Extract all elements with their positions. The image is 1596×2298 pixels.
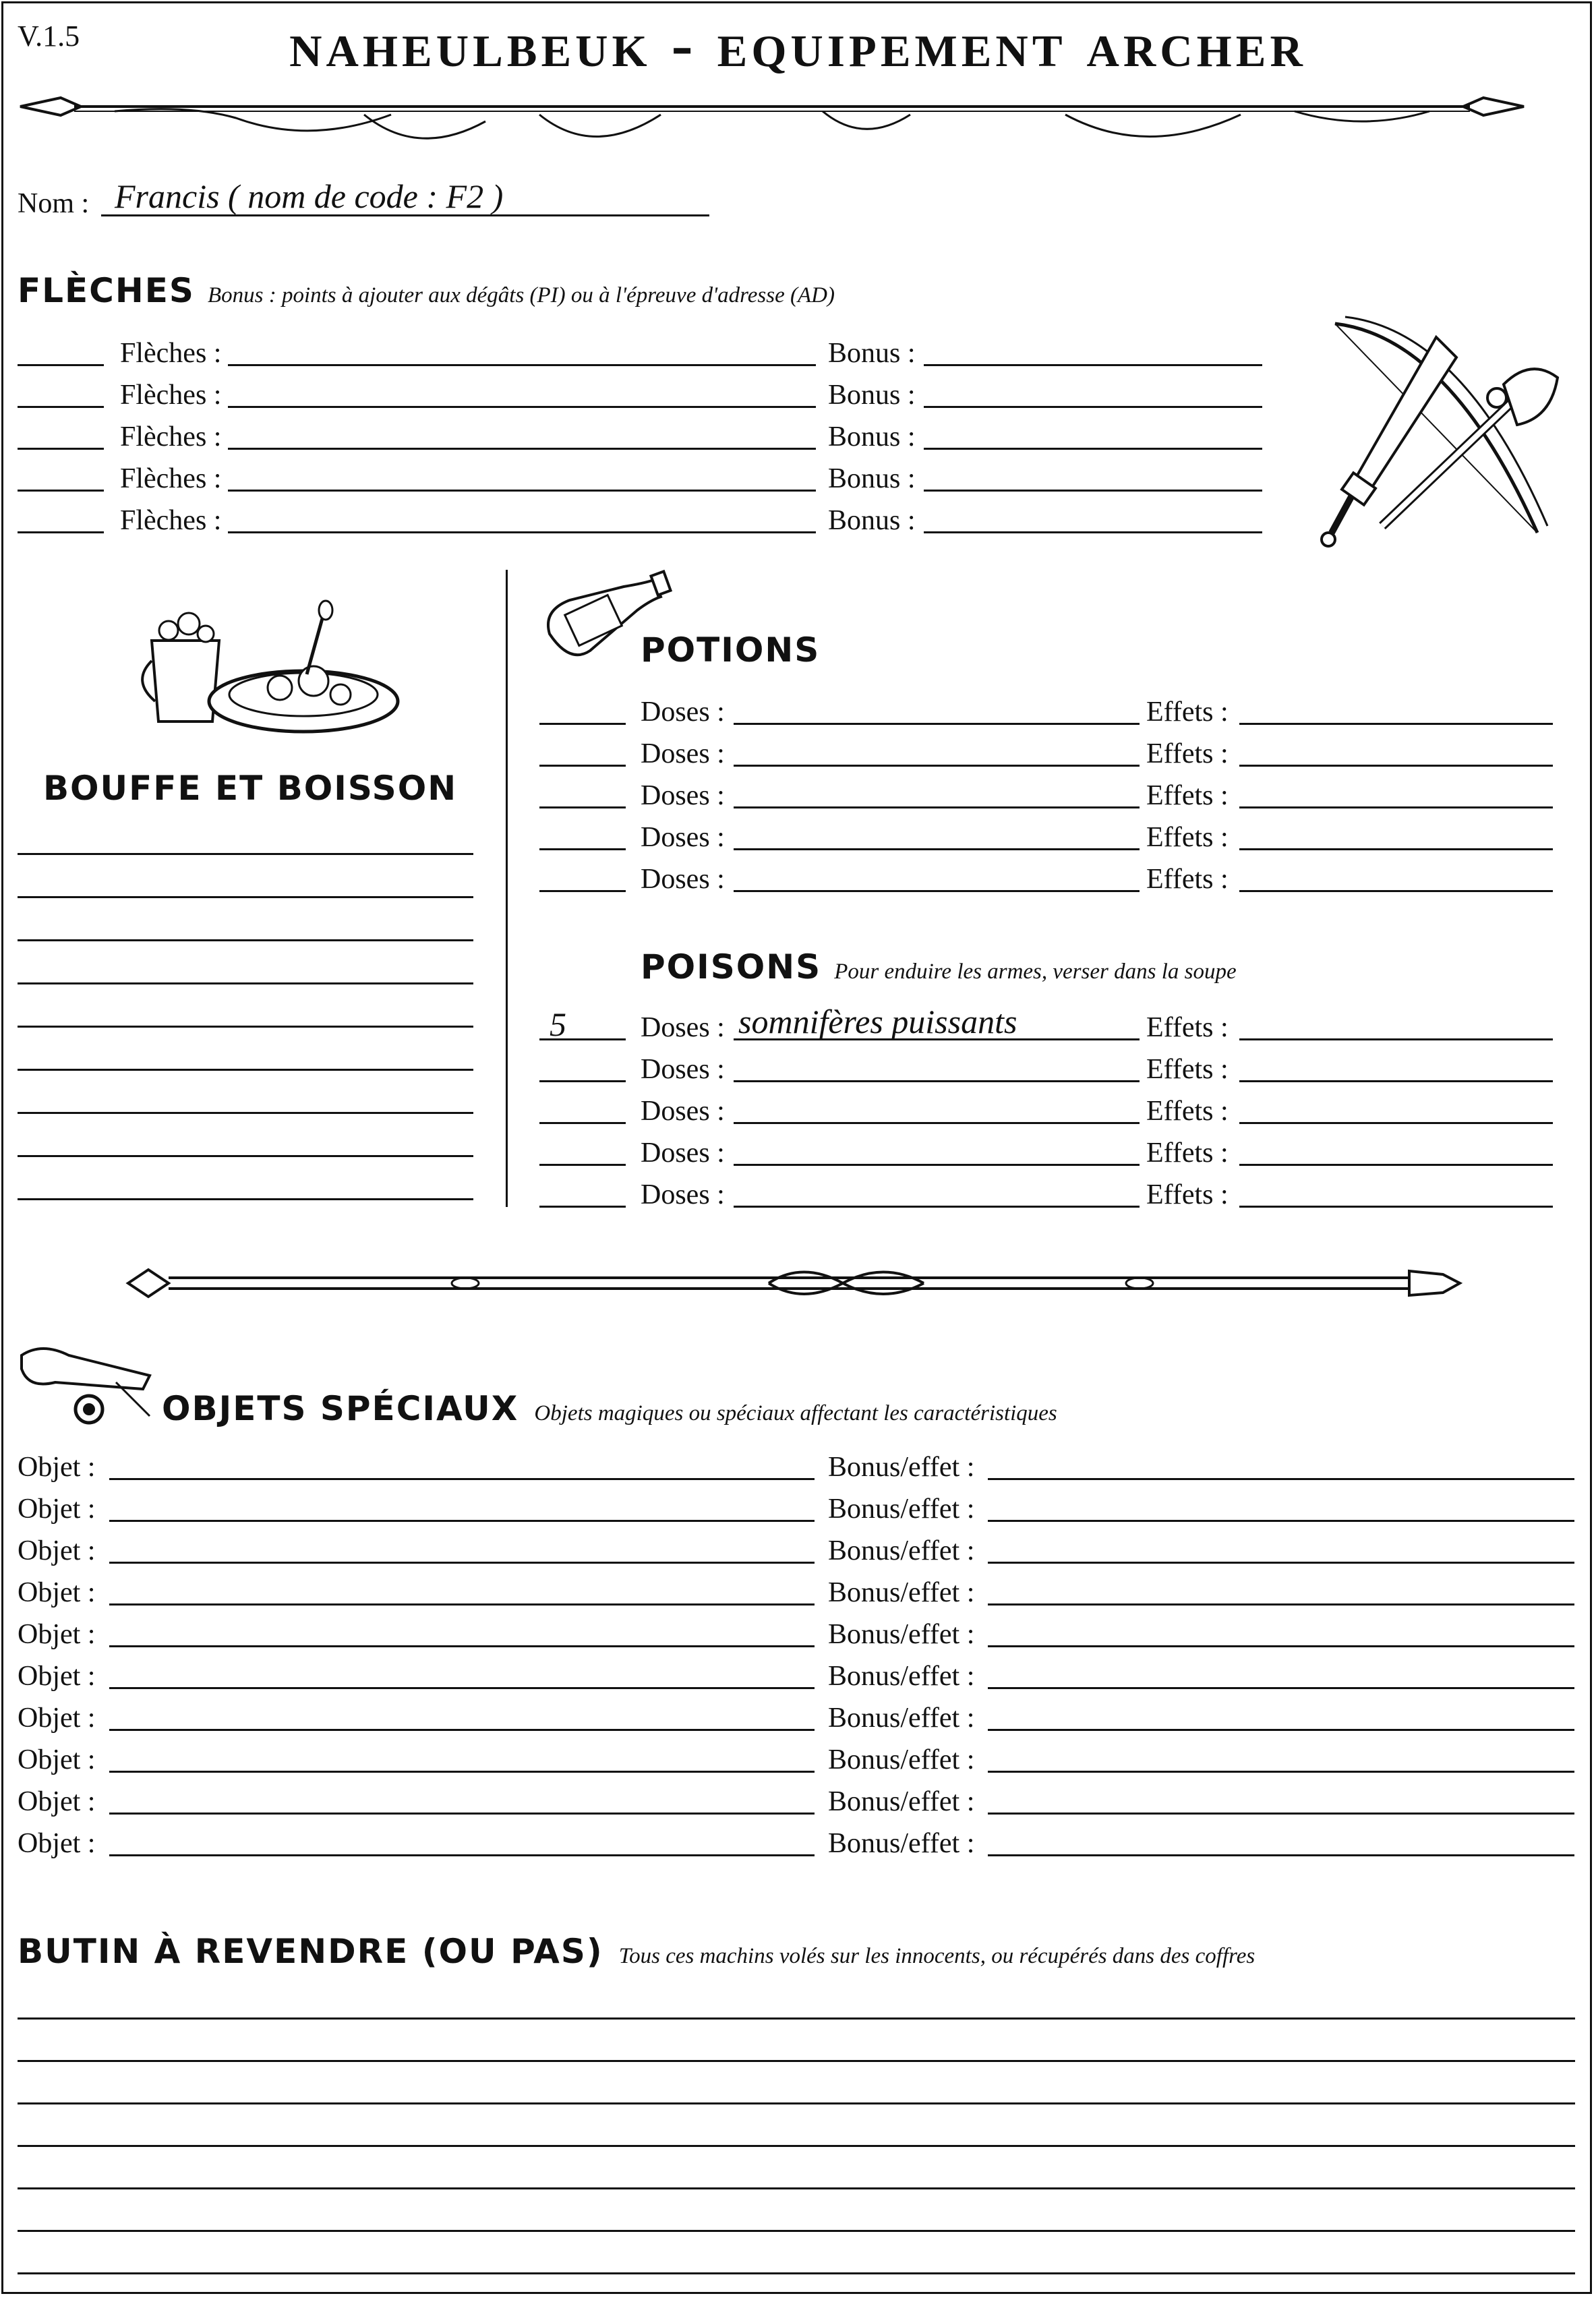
fleches-bonus-label: Bonus : [828, 421, 916, 452]
version-label: V.1.5 [18, 20, 80, 53]
poisons-doses[interactable]: somnifères puissants [738, 1003, 1017, 1040]
poisons-qty-line [539, 1206, 626, 1208]
fleches-item-line [228, 490, 816, 492]
butin-line [18, 2230, 1575, 2232]
butin-title: BUTIN À REVENDRE (OU PAS) [18, 1932, 603, 1971]
poisons-effets-line [1239, 1080, 1553, 1082]
fleches-qty-line [18, 406, 104, 408]
fleches-qty-line [18, 364, 104, 366]
objet-label: Objet : [18, 1828, 96, 1859]
objet-bonus-label: Bonus/effet : [828, 1494, 975, 1525]
potions-qty-line [539, 765, 626, 767]
fleches-label: Flèches : [120, 463, 222, 494]
fleches-bonus-label: Bonus : [828, 380, 916, 411]
butin-line [18, 2102, 1575, 2104]
potions-qty-line [539, 848, 626, 850]
objet-label: Objet : [18, 1661, 96, 1692]
name-value[interactable]: Francis ( nom de code : F2 ) [115, 177, 504, 215]
poisons-subtitle: Pour enduire les armes, verser dans la soupe [834, 960, 1237, 984]
fleches-bonus-line [924, 406, 1262, 408]
poisons-effets-label: Effets : [1146, 1096, 1229, 1127]
poisons-header [641, 947, 1237, 986]
butin-line [18, 2187, 1575, 2189]
objet-bonus-line [988, 1520, 1574, 1522]
poisons-effets-line [1239, 1206, 1553, 1208]
bouffe-line [18, 982, 473, 984]
objet-line [109, 1562, 815, 1564]
poisons-effets-line [1239, 1164, 1553, 1166]
objet-bonus-line [988, 1813, 1574, 1815]
butin-line [18, 2060, 1575, 2062]
potions-effets-line [1239, 890, 1553, 892]
poisons-effets-line [1239, 1122, 1553, 1124]
fleches-qty-line [18, 490, 104, 492]
fleches-item-line [228, 364, 816, 366]
objet-bonus-line [988, 1729, 1574, 1731]
potions-doses-label: Doses : [641, 697, 725, 728]
poisons-effets-line [1239, 1038, 1553, 1040]
potions-doses-line [734, 848, 1140, 850]
fleches-bonus-line [924, 531, 1262, 533]
fleches-label: Flèches : [120, 338, 222, 369]
objet-line [109, 1771, 815, 1773]
food-and-drink-icon [138, 600, 394, 735]
objet-bonus-label: Bonus/effet : [828, 1452, 975, 1483]
objet-line [109, 1687, 815, 1689]
poisons-doses-line [734, 1122, 1140, 1124]
butin-subtitle: Tous ces machins volés sur les innocents, ou récupérés dans des coffres [618, 1944, 1255, 1968]
objet-line [109, 1645, 815, 1647]
fleches-bonus-label: Bonus : [828, 463, 916, 494]
objet-bonus-label: Bonus/effet : [828, 1786, 975, 1817]
bouffe-title: BOUFFE ET BOISSON [42, 769, 458, 808]
poisons-qty-line [539, 1164, 626, 1166]
poisons-doses-label: Doses : [641, 1179, 725, 1210]
objet-bonus-label: Bonus/effet : [828, 1828, 975, 1859]
spear-divider-top-icon [13, 84, 1531, 152]
poisons-doses-line [734, 1164, 1140, 1166]
objet-line [109, 1520, 815, 1522]
objet-bonus-line [988, 1562, 1574, 1564]
potions-effets-label: Effets : [1146, 738, 1229, 769]
poisons-doses-line [734, 1206, 1140, 1208]
potions-doses-label: Doses : [641, 864, 725, 895]
objet-label: Objet : [18, 1535, 96, 1566]
objet-bonus-label: Bonus/effet : [828, 1703, 975, 1734]
fleches-bonus-line [924, 364, 1262, 366]
objet-label: Objet : [18, 1703, 96, 1734]
poisons-qty-line [539, 1122, 626, 1124]
objet-bonus-line [988, 1687, 1574, 1689]
poisons-doses-label: Doses : [641, 1054, 725, 1085]
potions-effets-line [1239, 723, 1553, 725]
objet-label: Objet : [18, 1452, 96, 1483]
objet-bonus-line [988, 1771, 1574, 1773]
objet-bonus-label: Bonus/effet : [828, 1744, 975, 1775]
fleches-label: Flèches : [120, 380, 222, 411]
objet-line [109, 1478, 815, 1480]
potions-doses-line [734, 765, 1140, 767]
poisons-doses-label: Doses : [641, 1096, 725, 1127]
potions-title: POTIONS [641, 630, 821, 670]
bouffe-line [18, 1198, 473, 1200]
objet-bonus-label: Bonus/effet : [828, 1661, 975, 1692]
objet-label: Objet : [18, 1577, 96, 1608]
bouffe-line [18, 896, 473, 898]
name-line [101, 214, 709, 216]
fleches-bonus-line [924, 448, 1262, 450]
potions-effets-label: Effets : [1146, 822, 1229, 853]
potions-effets-label: Effets : [1146, 780, 1229, 811]
butin-line [18, 2017, 1575, 2020]
objet-label: Objet : [18, 1494, 96, 1525]
page-title: naheulbeuk - equipement archer [289, 8, 1307, 80]
potions-qty-line [539, 806, 626, 808]
fleches-header [18, 271, 835, 310]
potions-doses-line [734, 890, 1140, 892]
fleches-bonus-label: Bonus : [828, 505, 916, 536]
objet-bonus-line [988, 1603, 1574, 1605]
potions-effets-label: Effets : [1146, 697, 1229, 728]
poisons-title: POISONS [641, 947, 822, 986]
fleches-label: Flèches : [120, 505, 222, 536]
objet-line [109, 1854, 815, 1856]
objet-bonus-line [988, 1854, 1574, 1856]
bouffe-line [18, 853, 473, 855]
objets-title: OBJETS SPÉCIAUX [162, 1389, 519, 1428]
potions-effets-line [1239, 765, 1553, 767]
fleches-subtitle: Bonus : points à ajouter aux dégâts (PI) ou à l'épreuve d'adresse (AD) [207, 283, 835, 307]
fleches-bonus-line [924, 490, 1262, 492]
poisons-qty[interactable]: 5 [550, 1005, 566, 1043]
poisons-doses-line [734, 1080, 1140, 1082]
bouffe-line [18, 1155, 473, 1157]
fleches-title: FLÈCHES [18, 271, 195, 310]
bouffe-line [18, 1026, 473, 1028]
potions-doses-line [734, 723, 1140, 725]
potions-effets-line [1239, 848, 1553, 850]
objet-line [109, 1603, 815, 1605]
objet-line [109, 1729, 815, 1731]
butin-line [18, 2272, 1575, 2274]
bouffe-line [18, 1112, 473, 1114]
poisons-effets-label: Effets : [1146, 1138, 1229, 1169]
potions-effets-line [1239, 806, 1553, 808]
crossed-weapons-icon [1315, 310, 1571, 553]
bouffe-line [18, 939, 473, 941]
poisons-effets-label: Effets : [1146, 1054, 1229, 1085]
potions-doses-line [734, 806, 1140, 808]
butin-line [18, 2145, 1575, 2147]
poisons-effets-label: Effets : [1146, 1179, 1229, 1210]
poisons-qty-line [539, 1080, 626, 1082]
staff-divider-icon [128, 1258, 1463, 1308]
name-label: Nom : [18, 188, 90, 219]
butin-header [18, 1932, 1255, 1971]
objet-bonus-line [988, 1478, 1574, 1480]
objet-label: Objet : [18, 1786, 96, 1817]
fleches-item-line [228, 531, 816, 533]
potions-doses-label: Doses : [641, 738, 725, 769]
fleches-qty-line [18, 531, 104, 533]
poisons-effets-label: Effets : [1146, 1012, 1229, 1043]
objets-subtitle: Objets magiques ou spéciaux affectant les caractéristiques [534, 1401, 1057, 1425]
potions-effets-label: Effets : [1146, 864, 1229, 895]
objet-bonus-line [988, 1645, 1574, 1647]
objet-bonus-label: Bonus/effet : [828, 1577, 975, 1608]
poisons-doses-label: Doses : [641, 1012, 725, 1043]
potions-doses-label: Doses : [641, 780, 725, 811]
potions-qty-line [539, 890, 626, 892]
objet-label: Objet : [18, 1619, 96, 1650]
bouffe-line [18, 1069, 473, 1071]
poisons-doses-label: Doses : [641, 1138, 725, 1169]
fleches-label: Flèches : [120, 421, 222, 452]
objets-header [162, 1389, 1057, 1428]
fleches-bonus-label: Bonus : [828, 338, 916, 369]
objet-bonus-label: Bonus/effet : [828, 1619, 975, 1650]
objet-bonus-label: Bonus/effet : [828, 1535, 975, 1566]
objet-line [109, 1813, 815, 1815]
fleches-qty-line [18, 448, 104, 450]
scroll-and-ring-icon [15, 1342, 156, 1430]
fleches-item-line [228, 406, 816, 408]
fleches-item-line [228, 448, 816, 450]
potions-doses-label: Doses : [641, 822, 725, 853]
objet-label: Objet : [18, 1744, 96, 1775]
section-divider [506, 570, 508, 1207]
potions-qty-line [539, 723, 626, 725]
